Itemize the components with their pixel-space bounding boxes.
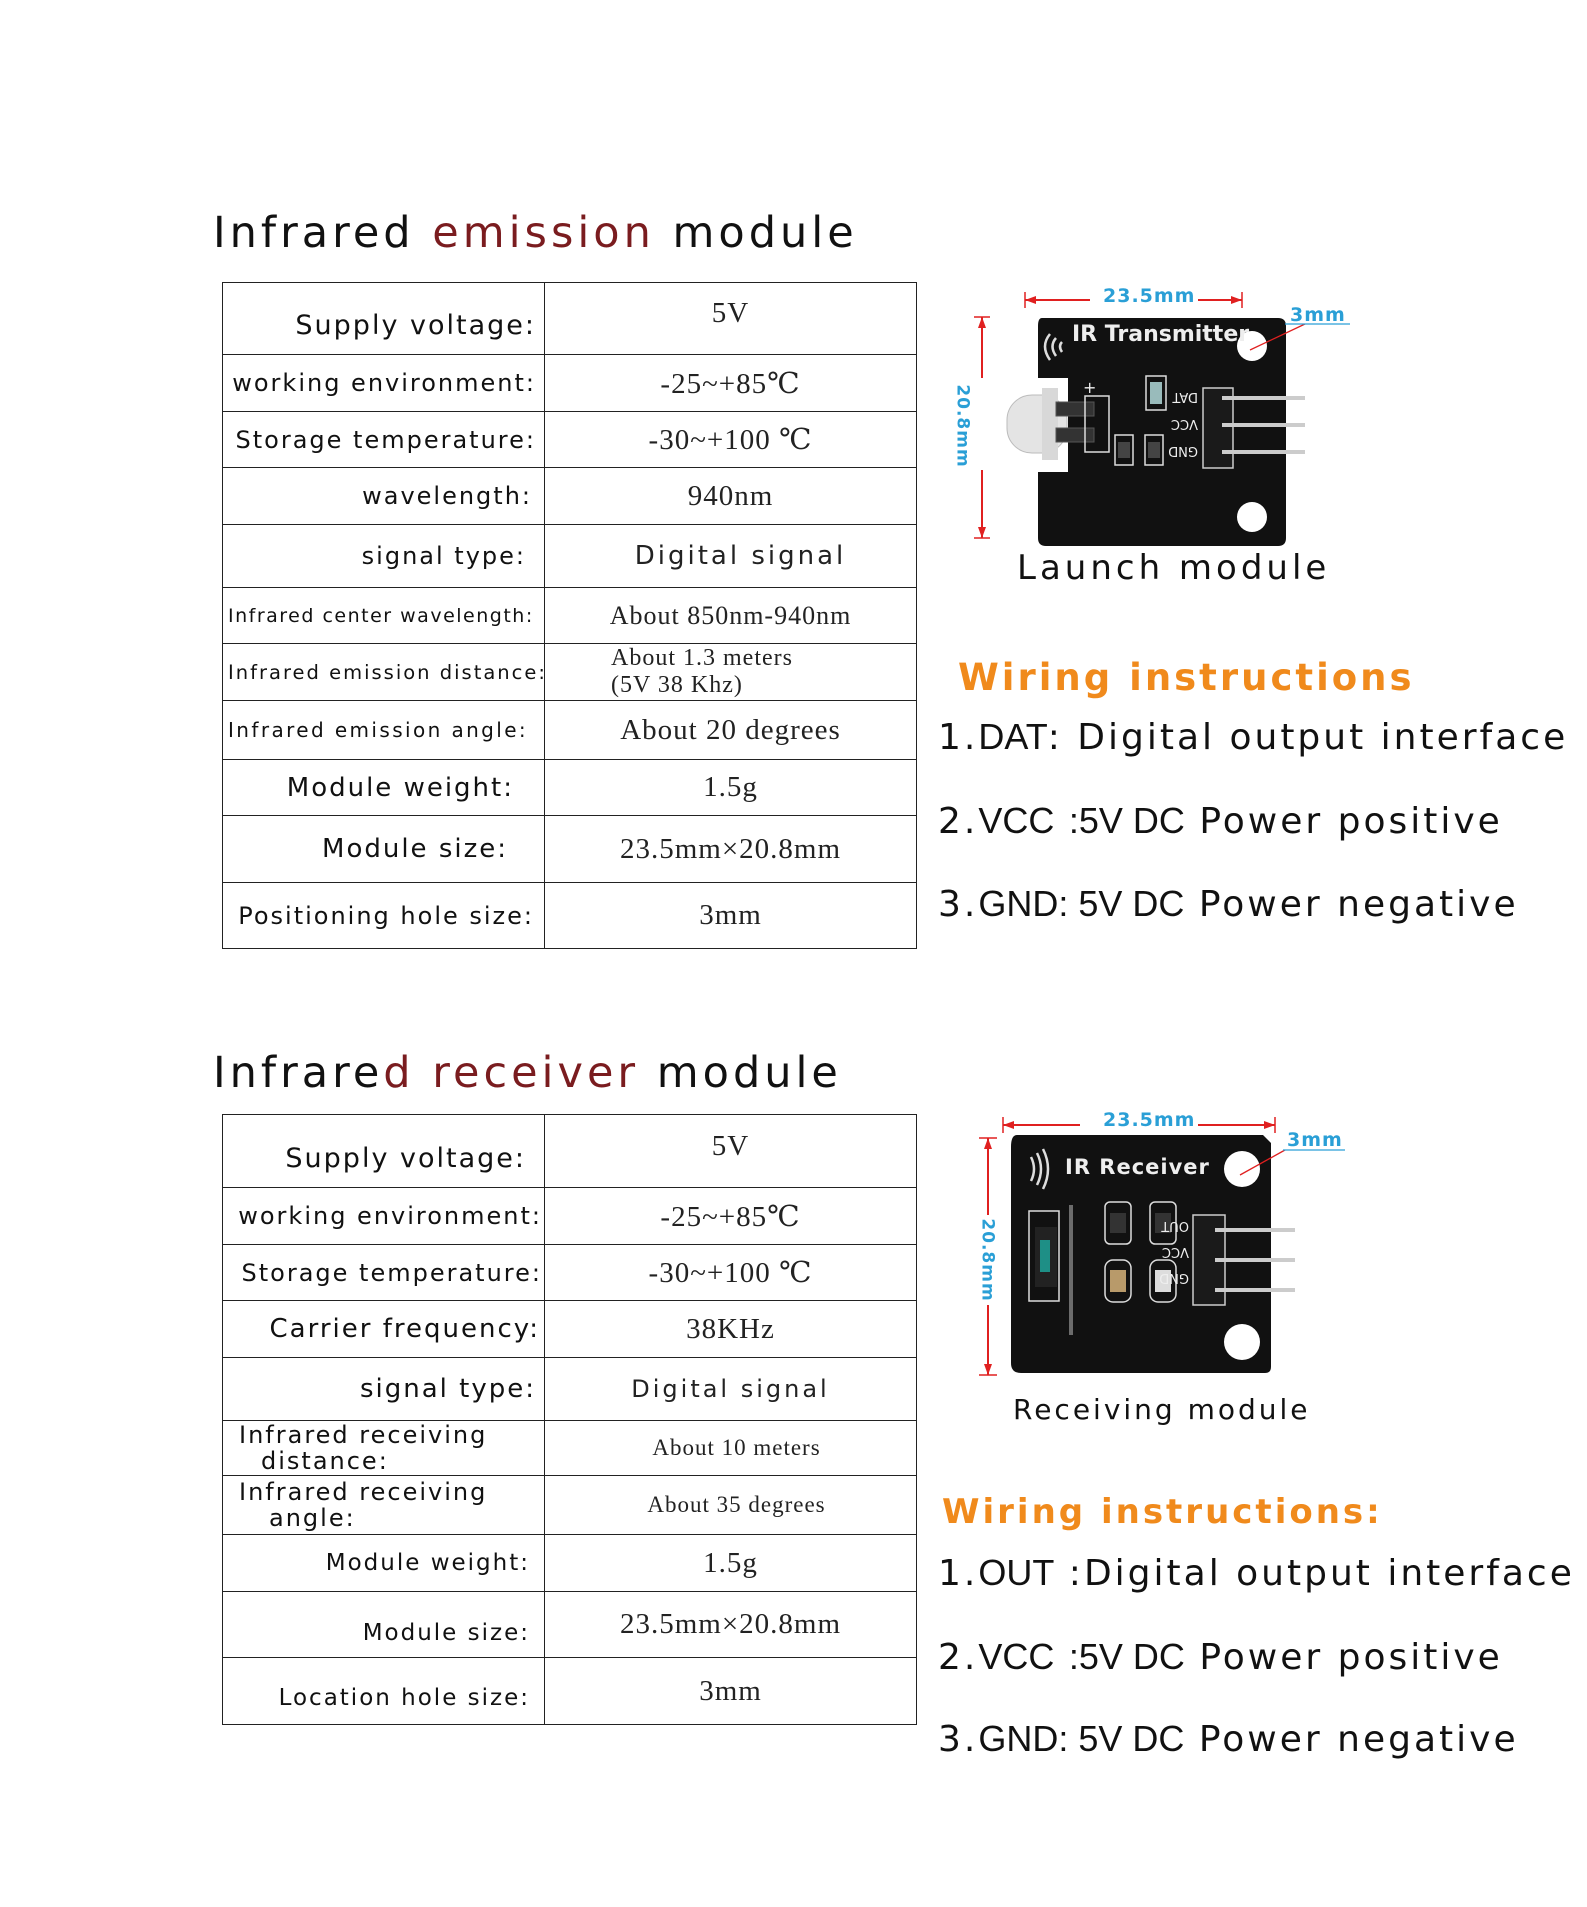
table-row bbox=[223, 588, 917, 644]
spec-value: -30~+100 ℃ bbox=[545, 1245, 917, 1301]
wiring-num: 3. bbox=[938, 884, 979, 925]
table-row bbox=[223, 1592, 917, 1658]
title-post: module bbox=[654, 208, 858, 258]
wiring-desc: Power negative bbox=[1198, 884, 1519, 925]
table-row bbox=[223, 355, 917, 412]
spec-label: wavelength: bbox=[223, 468, 545, 525]
svg-text:GND: GND bbox=[1159, 1270, 1189, 1285]
receiving-module-caption: Receiving module bbox=[1013, 1393, 1311, 1426]
table-row bbox=[223, 525, 917, 588]
spec-value: About 10 meters bbox=[545, 1421, 917, 1476]
spec-label bbox=[223, 1476, 545, 1535]
spec-value: Digital signal bbox=[545, 525, 917, 588]
wiring-num: 2. bbox=[938, 1637, 979, 1678]
wiring-desc: Digital output interface bbox=[1083, 1553, 1575, 1594]
table-row bbox=[223, 1476, 917, 1535]
table-row bbox=[223, 1301, 917, 1358]
hole-dimension: 3mm bbox=[1290, 304, 1346, 326]
spec-label: Carrier frequency: bbox=[223, 1301, 545, 1358]
table-row bbox=[223, 468, 917, 525]
spec-value: 23.5mm×20.8mm bbox=[545, 816, 917, 883]
table-row bbox=[223, 883, 917, 949]
table-row bbox=[223, 1535, 917, 1592]
wiring-sep: : bbox=[1047, 717, 1063, 758]
spec-label: signal type: bbox=[223, 1358, 545, 1421]
wiring-desc: Power negative bbox=[1198, 1719, 1519, 1760]
hole-dimension: 3mm bbox=[1287, 1129, 1343, 1151]
spec-label: Module weight: bbox=[223, 1535, 545, 1592]
spec-value: 38KHz bbox=[545, 1301, 917, 1358]
wiring-sep: : bbox=[1054, 1553, 1084, 1594]
wiring-item bbox=[938, 1552, 1575, 1594]
table-row bbox=[223, 1245, 917, 1301]
spec-label: Infrared emission distance: bbox=[223, 644, 545, 701]
svg-text:VCC: VCC bbox=[1161, 1244, 1189, 1259]
spec-label: Infrared emission angle: bbox=[223, 701, 545, 760]
spec-value: About 20 degrees bbox=[545, 701, 917, 760]
table-row bbox=[223, 1115, 917, 1188]
title-post: module bbox=[639, 1048, 842, 1098]
ir-transmitter-image bbox=[952, 280, 1360, 550]
title-accent: d receiver bbox=[383, 1048, 640, 1098]
spec-label-line2: angle: bbox=[269, 1504, 356, 1532]
table-row bbox=[223, 816, 917, 883]
wiring-pin: VCC bbox=[978, 800, 1055, 841]
table-row bbox=[223, 1188, 917, 1245]
spec-value: 5V bbox=[545, 1115, 917, 1188]
spec-value: About 35 degrees bbox=[545, 1476, 917, 1535]
ir-receiver-image bbox=[965, 1105, 1365, 1385]
spec-value: 1.5g bbox=[545, 1535, 917, 1592]
wiring-pin: GND bbox=[978, 1718, 1059, 1759]
wiring-num: 2. bbox=[938, 801, 979, 842]
spec-label-line1: Infrared receiving bbox=[239, 1478, 488, 1506]
spec-label: Supply voltage: bbox=[223, 283, 545, 355]
title-accent: emission bbox=[432, 208, 655, 258]
spec-label: Module weight: bbox=[223, 760, 545, 816]
spec-label: working environment: bbox=[223, 1188, 545, 1245]
width-dimension: 23.5mm bbox=[1100, 285, 1198, 307]
emission-section-title bbox=[213, 208, 858, 258]
spec-label: Supply voltage: bbox=[223, 1115, 545, 1188]
table-row bbox=[223, 701, 917, 760]
spec-label: Module size: bbox=[223, 816, 545, 883]
table-row bbox=[223, 1421, 917, 1476]
wiring-pin: DAT bbox=[978, 716, 1048, 757]
spec-value: 23.5mm×20.8mm bbox=[545, 1592, 917, 1658]
receiver-wiring-title: Wiring instructions: bbox=[942, 1492, 1383, 1532]
spec-value bbox=[545, 644, 917, 701]
title-pre: Infrare bbox=[213, 1048, 384, 1098]
wiring-desc: Digital output interface bbox=[1077, 717, 1569, 758]
spec-label bbox=[223, 1421, 545, 1476]
spec-label: signal type: bbox=[223, 525, 545, 588]
board-label: IR Receiver bbox=[1065, 1155, 1210, 1179]
wiring-pin: VCC bbox=[978, 1636, 1055, 1677]
spec-value: 940nm bbox=[545, 468, 917, 525]
wiring-sep: : 5V DC bbox=[1058, 883, 1185, 924]
svg-text:OUT: OUT bbox=[1161, 1218, 1189, 1233]
spec-value: 3mm bbox=[545, 1658, 917, 1725]
emission-spec-table bbox=[222, 282, 917, 949]
svg-text:+: + bbox=[1083, 378, 1097, 397]
spec-label-line1: Infrared receiving bbox=[239, 1421, 488, 1449]
spec-value: Digital signal bbox=[545, 1358, 917, 1421]
table-row bbox=[223, 1658, 917, 1725]
spec-value: 3mm bbox=[545, 883, 917, 949]
spec-label: Storage temperature: bbox=[223, 412, 545, 468]
spec-label-line2: distance: bbox=[261, 1447, 389, 1475]
wiring-num: 1. bbox=[938, 717, 979, 758]
spec-value: 5V bbox=[545, 283, 917, 355]
wiring-sep: : 5V DC bbox=[1058, 1718, 1185, 1759]
spec-label: Storage temperature: bbox=[223, 1245, 545, 1301]
wiring-desc: Power positive bbox=[1199, 1637, 1503, 1678]
table-row bbox=[223, 1358, 917, 1421]
wiring-num: 1. bbox=[938, 1553, 979, 1594]
wiring-sep: :5V DC bbox=[1068, 1636, 1185, 1677]
wiring-sep: :5V DC bbox=[1068, 800, 1185, 841]
spec-label: Infrared center wavelength: bbox=[223, 588, 545, 644]
title-pre: Infrared bbox=[213, 208, 433, 258]
spec-label: Positioning hole size: bbox=[223, 883, 545, 949]
spec-label: Location hole size: bbox=[223, 1658, 545, 1725]
spec-label: Module size: bbox=[223, 1592, 545, 1658]
spec-label: working environment: bbox=[223, 355, 545, 412]
table-row bbox=[223, 412, 917, 468]
wiring-desc: Power positive bbox=[1199, 801, 1503, 842]
svg-text:VCC: VCC bbox=[1170, 416, 1198, 431]
spec-value-line1: About 1.3 meters bbox=[611, 645, 793, 671]
wiring-pin: OUT bbox=[978, 1552, 1055, 1593]
emission-wiring-title: Wiring instructions bbox=[958, 656, 1415, 699]
receiver-spec-table bbox=[222, 1114, 917, 1725]
spec-value: 1.5g bbox=[545, 760, 917, 816]
pin-label: DAT bbox=[1172, 389, 1198, 404]
board-label: IR Transmitter bbox=[1072, 322, 1250, 347]
launch-module-caption: Launch module bbox=[1017, 548, 1331, 588]
receiver-section-title bbox=[213, 1048, 842, 1098]
height-dimension: 20.8mm bbox=[978, 1215, 998, 1304]
spec-value: -30~+100 ℃ bbox=[545, 412, 917, 468]
height-dimension: 20.8mm bbox=[953, 381, 973, 470]
svg-text:GND: GND bbox=[1168, 443, 1198, 458]
table-row bbox=[223, 760, 917, 816]
spec-value: About 850nm-940nm bbox=[545, 588, 917, 644]
table-row bbox=[223, 644, 917, 701]
table-row bbox=[223, 283, 917, 355]
width-dimension: 23.5mm bbox=[1100, 1109, 1198, 1131]
spec-value: -25~+85℃ bbox=[545, 355, 917, 412]
wiring-item bbox=[938, 1636, 1503, 1678]
wiring-pin: GND bbox=[978, 883, 1059, 924]
wiring-item bbox=[938, 1718, 1519, 1760]
wiring-item bbox=[938, 800, 1503, 842]
wiring-item bbox=[938, 716, 1568, 758]
wiring-item bbox=[938, 883, 1519, 925]
wiring-num: 3. bbox=[938, 1719, 979, 1760]
spec-value: -25~+85℃ bbox=[545, 1188, 917, 1245]
spec-value-line2: (5V 38 Khz) bbox=[611, 672, 743, 698]
